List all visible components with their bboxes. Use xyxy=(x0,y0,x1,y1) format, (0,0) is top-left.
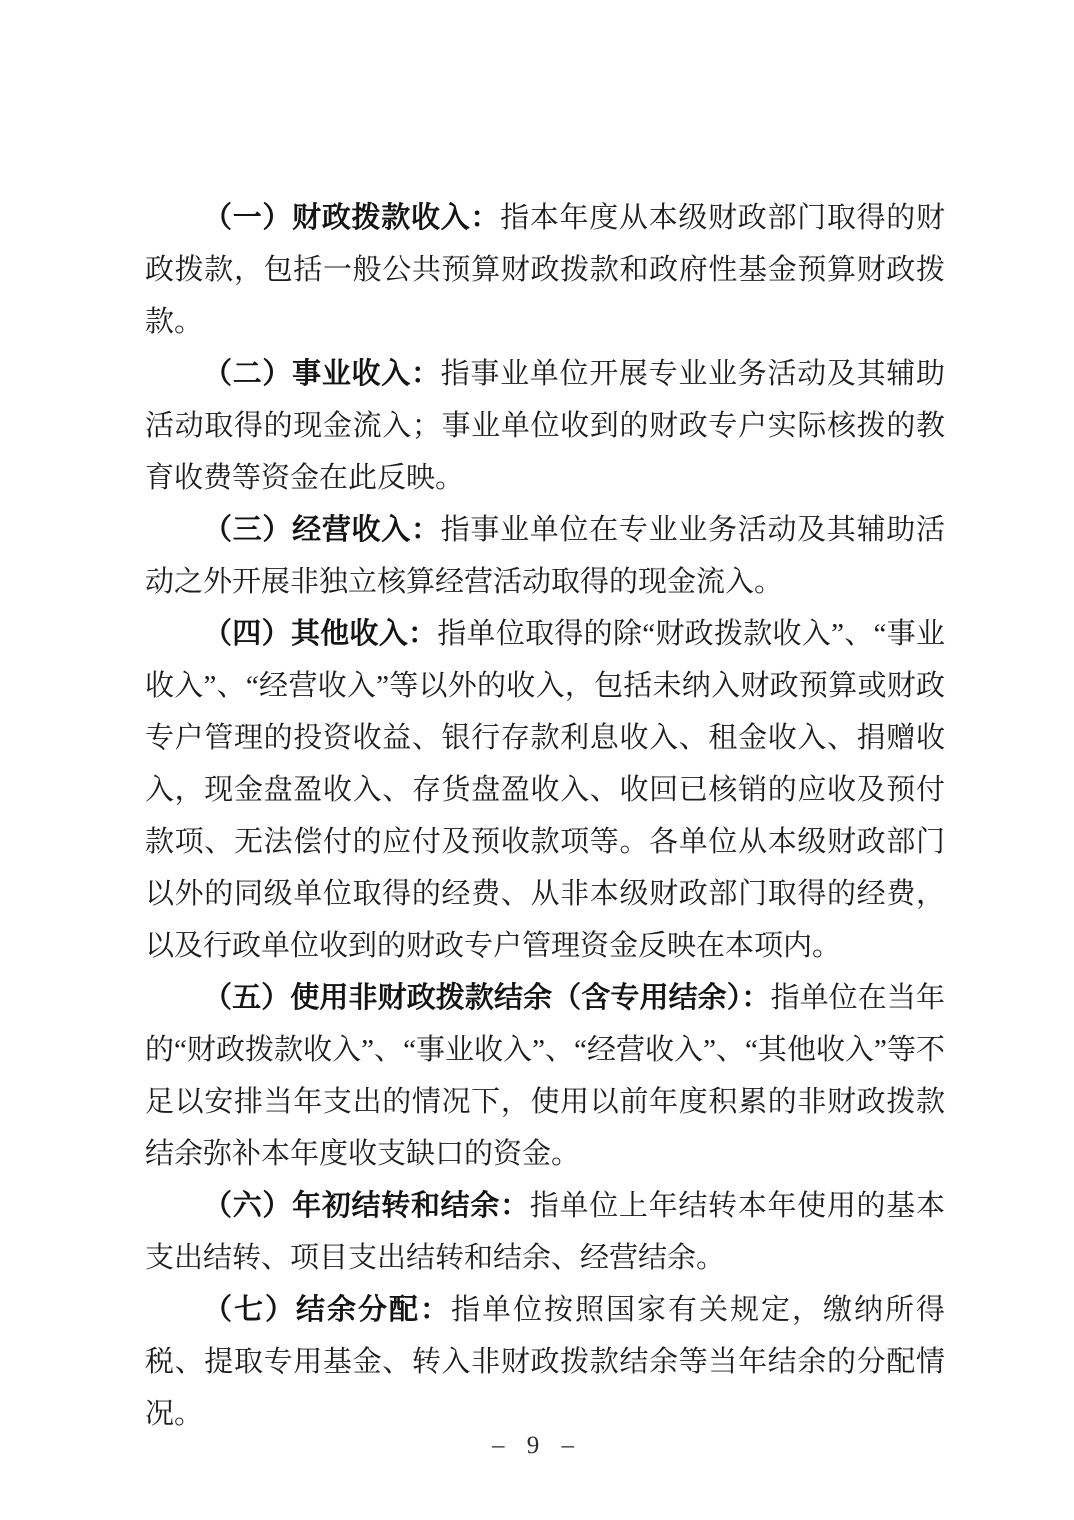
paragraph-4 xyxy=(145,608,945,972)
paragraph-7-body: 指单位按照国家有关规定，缴纳所得税、提取专用基金、转入非财政拨款结余等当年结余的分配情况。 xyxy=(145,1294,945,1430)
paragraph-7-head: （七）结余分配： xyxy=(203,1294,451,1326)
paragraph-6 xyxy=(145,1180,945,1284)
paragraph-6-head: （六）年初结转和结余： xyxy=(203,1190,530,1222)
page-number: – 9 – xyxy=(492,1432,582,1459)
paragraph-5 xyxy=(145,972,945,1180)
paragraph-7 xyxy=(145,1284,945,1440)
paragraph-1-head: （一）财政拨款收入： xyxy=(203,202,501,234)
paragraph-1-body: 指本年度从本级财政部门取得的财政拨款，包括一般公共预算财政拨款和政府性基金预算财政拨款。 xyxy=(145,202,945,338)
paragraph-1 xyxy=(145,192,945,348)
paragraph-2 xyxy=(145,348,945,504)
paragraph-5-head: （五）使用非财政拨款结余（含专用结余）： xyxy=(203,982,771,1014)
paragraph-3 xyxy=(145,504,945,608)
paragraph-2-head: （二）事业收入： xyxy=(203,358,441,390)
paragraph-4-head: （四）其他收入： xyxy=(203,618,438,650)
paragraph-2-body: 指事业单位开展专业业务活动及其辅助活动取得的现金流入；事业单位收到的财政专户实际核拨的教育收费等资金在此反映。 xyxy=(145,358,945,494)
paragraph-3-body: 指事业单位在专业业务活动及其辅助活动之外开展非独立核算经营活动取得的现金流入。 xyxy=(145,514,945,598)
paragraph-4-body: 指单位取得的除“财政拨款收入”、“事业收入”、“经营收入”等以外的收入，包括未纳入财政预算或财政专户管理的投资收益、银行存款利息收入、租金收入、捐赠收入，现金盘盈收入、存货盘盈收入、收回已核销的应收及预付款项、无法偿付的应付及预收款项等。各单位从本级财政部门以外的同级单位取得的经费、从非本级财政部门取得的经费，以及行政单位收到的财政专户管理资金反映在本项内。 xyxy=(145,618,945,962)
paragraph-6-body: 指单位上年结转本年使用的基本支出结转、项目支出结转和结余、经营结余。 xyxy=(145,1190,945,1274)
paragraph-5-body: 指单位在当年的“财政拨款收入”、“事业收入”、“经营收入”、“其他收入”等不足以安排当年支出的情况下，使用以前年度积累的非财政拨款结余弥补本年度收支缺口的资金。 xyxy=(145,982,945,1170)
document-body xyxy=(145,192,945,1440)
paragraph-3-head: （三）经营收入： xyxy=(203,514,441,546)
